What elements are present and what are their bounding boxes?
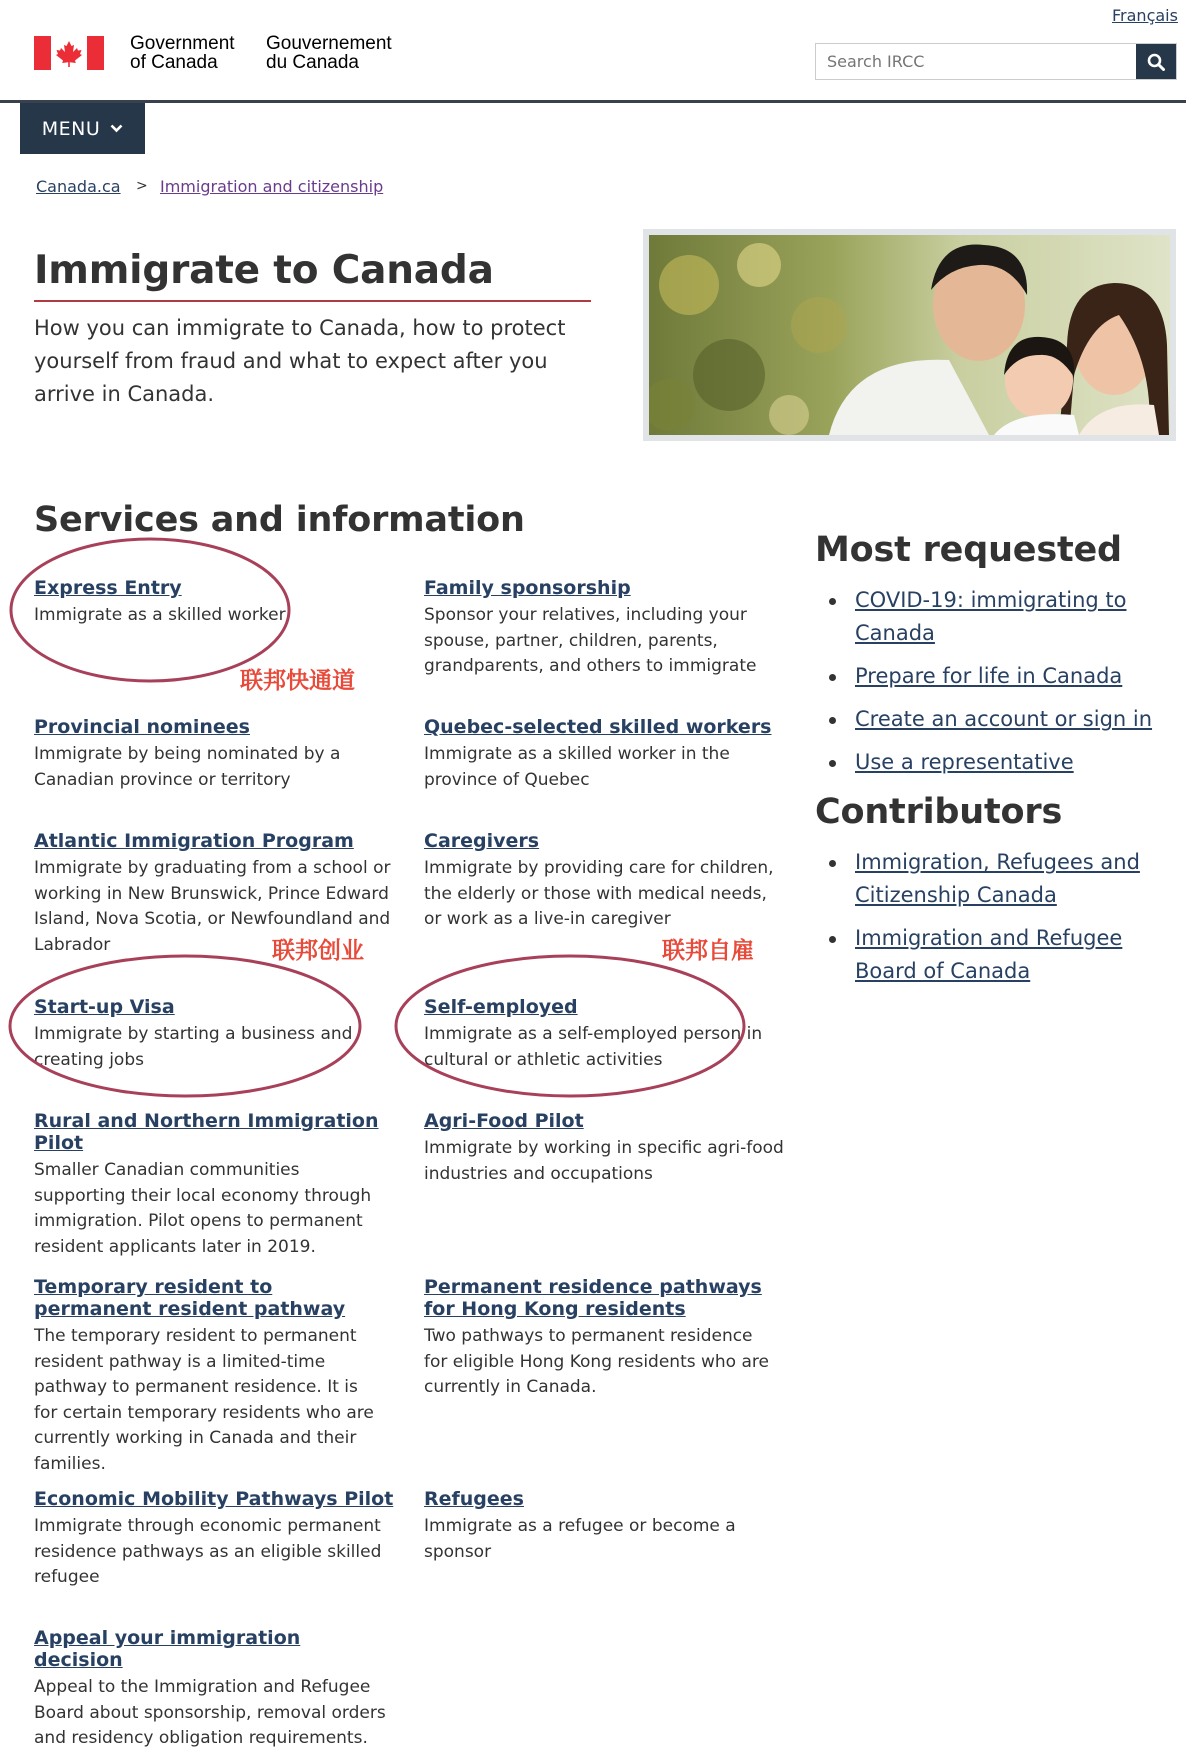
page-title: Immigrate to Canada — [34, 248, 494, 293]
representative-link[interactable]: Use a representative — [855, 750, 1074, 774]
breadcrumb-separator: > — [136, 178, 148, 194]
appeal-decision-link[interactable]: Appeal your immigration decision — [34, 1627, 301, 1671]
express-entry-link[interactable]: Express Entry — [34, 577, 182, 599]
list-item — [815, 703, 1185, 736]
search-bar — [815, 43, 1177, 80]
service-item: Start-up Visa Immigrate by starting a business and creating jobs — [34, 996, 394, 1073]
breadcrumb-immigration[interactable]: Immigration and citizenship — [160, 177, 384, 196]
service-item: Express Entry Immigrate as a skilled worker — [34, 577, 394, 629]
family-photo — [643, 229, 1176, 441]
service-item: Permanent residence pathways for Hong Kong residents Two pathways to permanent residence for eligible Hong Kong residents who are currently in Canada. — [424, 1276, 774, 1401]
caregivers-link[interactable]: Caregivers — [424, 830, 540, 852]
breadcrumb-home[interactable]: Canada.ca — [36, 177, 121, 196]
language-toggle-link[interactable]: Français — [1112, 6, 1178, 25]
canada-flag-icon — [34, 36, 104, 70]
service-item: Caregivers Immigrate by providing care for children, the elderly or those with medical needs, or work as a live-in caregiver — [424, 830, 784, 933]
list-item — [815, 846, 1185, 912]
service-item: Atlantic Immigration Program Immigrate by graduating from a school or working in New Brunswick, Prince Edward Island, Nova Scotia, or Newfoundland and Labrador — [34, 830, 394, 958]
service-item: Provincial nominees Immigrate by being nominated by a Canadian province or territory — [34, 716, 394, 793]
search-button[interactable] — [1136, 44, 1176, 79]
list-item — [815, 922, 1185, 988]
service-item: Economic Mobility Pathways Pilot Immigrate through economic permanent residence pathways as an eligible skilled refugee — [34, 1488, 394, 1587]
service-item: Refugees Immigrate as a refugee or become a sponsor — [424, 1488, 784, 1565]
search-input[interactable] — [816, 44, 1136, 79]
services-heading: Services and information — [34, 500, 525, 540]
menu-button[interactable] — [20, 103, 145, 154]
economic-mobility-pilot-link[interactable]: Economic Mobility Pathways Pilot — [34, 1488, 394, 1510]
temporary-to-permanent-link[interactable]: Temporary resident to permanent resident pathway — [34, 1276, 346, 1320]
rural-northern-pilot-link[interactable]: Rural and Northern Immigration Pilot — [34, 1110, 379, 1154]
list-item — [815, 584, 1185, 650]
title-underline — [34, 300, 591, 302]
service-item: Agri-Food Pilot Immigrate by working in specific agri-food industries and occupations — [424, 1110, 784, 1184]
signature-french: Gouvernement du Canada — [266, 33, 392, 73]
header-divider — [0, 100, 1186, 103]
agri-food-pilot-link[interactable]: Agri-Food Pilot — [424, 1110, 584, 1132]
family-sponsorship-link[interactable]: Family sponsorship — [424, 577, 631, 599]
most-requested-list — [815, 584, 1185, 789]
annotation-express-entry: 联邦快通道 — [240, 668, 355, 694]
contributors-list — [815, 846, 1185, 998]
hong-kong-pathways-link[interactable]: Permanent residence pathways for Hong Kong residents — [424, 1276, 762, 1320]
service-item: Rural and Northern Immigration Pilot Smaller Canadian communities supporting their local economy through immigration. Pilot opens to permanent resident applicants later in 2019. — [34, 1110, 394, 1260]
annotation-startup: 联邦创业 — [272, 938, 364, 964]
ircc-link[interactable]: Immigration, Refugees and Citizenship Canada — [855, 850, 1140, 907]
irb-link[interactable]: Immigration and Refugee Board of Canada — [855, 926, 1123, 983]
atlantic-immigration-link[interactable]: Atlantic Immigration Program — [34, 830, 354, 852]
startup-visa-link[interactable]: Start-up Visa — [34, 996, 175, 1018]
self-employed-link[interactable]: Self-employed — [424, 996, 578, 1018]
page-lead: How you can immigrate to Canada, how to protect yourself from fraud and what to expect after you arrive in Canada. — [34, 316, 566, 406]
service-item: Quebec-selected skilled workers Immigrate as a skilled worker in the province of Quebec — [424, 716, 784, 793]
prepare-life-link[interactable]: Prepare for life in Canada — [855, 664, 1123, 688]
service-item: Appeal your immigration decision Appeal to the Immigration and Refugee Board about sponsorship, removal orders and residency obligation requirements. — [34, 1627, 394, 1751]
signature-english[interactable]: Government of Canada — [130, 33, 235, 73]
chevron-down-icon — [110, 124, 123, 133]
annotation-self-employed: 联邦自雇 — [662, 938, 754, 964]
list-item — [815, 746, 1185, 779]
list-item — [815, 660, 1185, 693]
quebec-skilled-workers-link[interactable]: Quebec-selected skilled workers — [424, 716, 772, 738]
covid-link[interactable]: COVID-19: immigrating to Canada — [855, 588, 1127, 645]
contributors-heading: Contributors — [815, 792, 1063, 832]
refugees-link[interactable]: Refugees — [424, 1488, 524, 1510]
account-signin-link[interactable]: Create an account or sign in — [855, 707, 1153, 731]
service-item: Self-employed Immigrate as a self-employed person in cultural or athletic activities — [424, 996, 784, 1073]
search-icon — [1147, 53, 1165, 71]
most-requested-heading: Most requested — [815, 530, 1122, 570]
menu-label: MENU — [41, 117, 101, 140]
service-item: Family sponsorship Sponsor your relatives, including your spouse, partner, children, parents, grandparents, and others to immigrate — [424, 577, 784, 680]
provincial-nominees-link[interactable]: Provincial nominees — [34, 716, 250, 738]
service-item: Temporary resident to permanent resident pathway The temporary resident to permanent resident pathway is a limited-time pathway to permanent residence. It is for certain temporary residents who are currently working in Canada and their families. — [34, 1276, 384, 1477]
